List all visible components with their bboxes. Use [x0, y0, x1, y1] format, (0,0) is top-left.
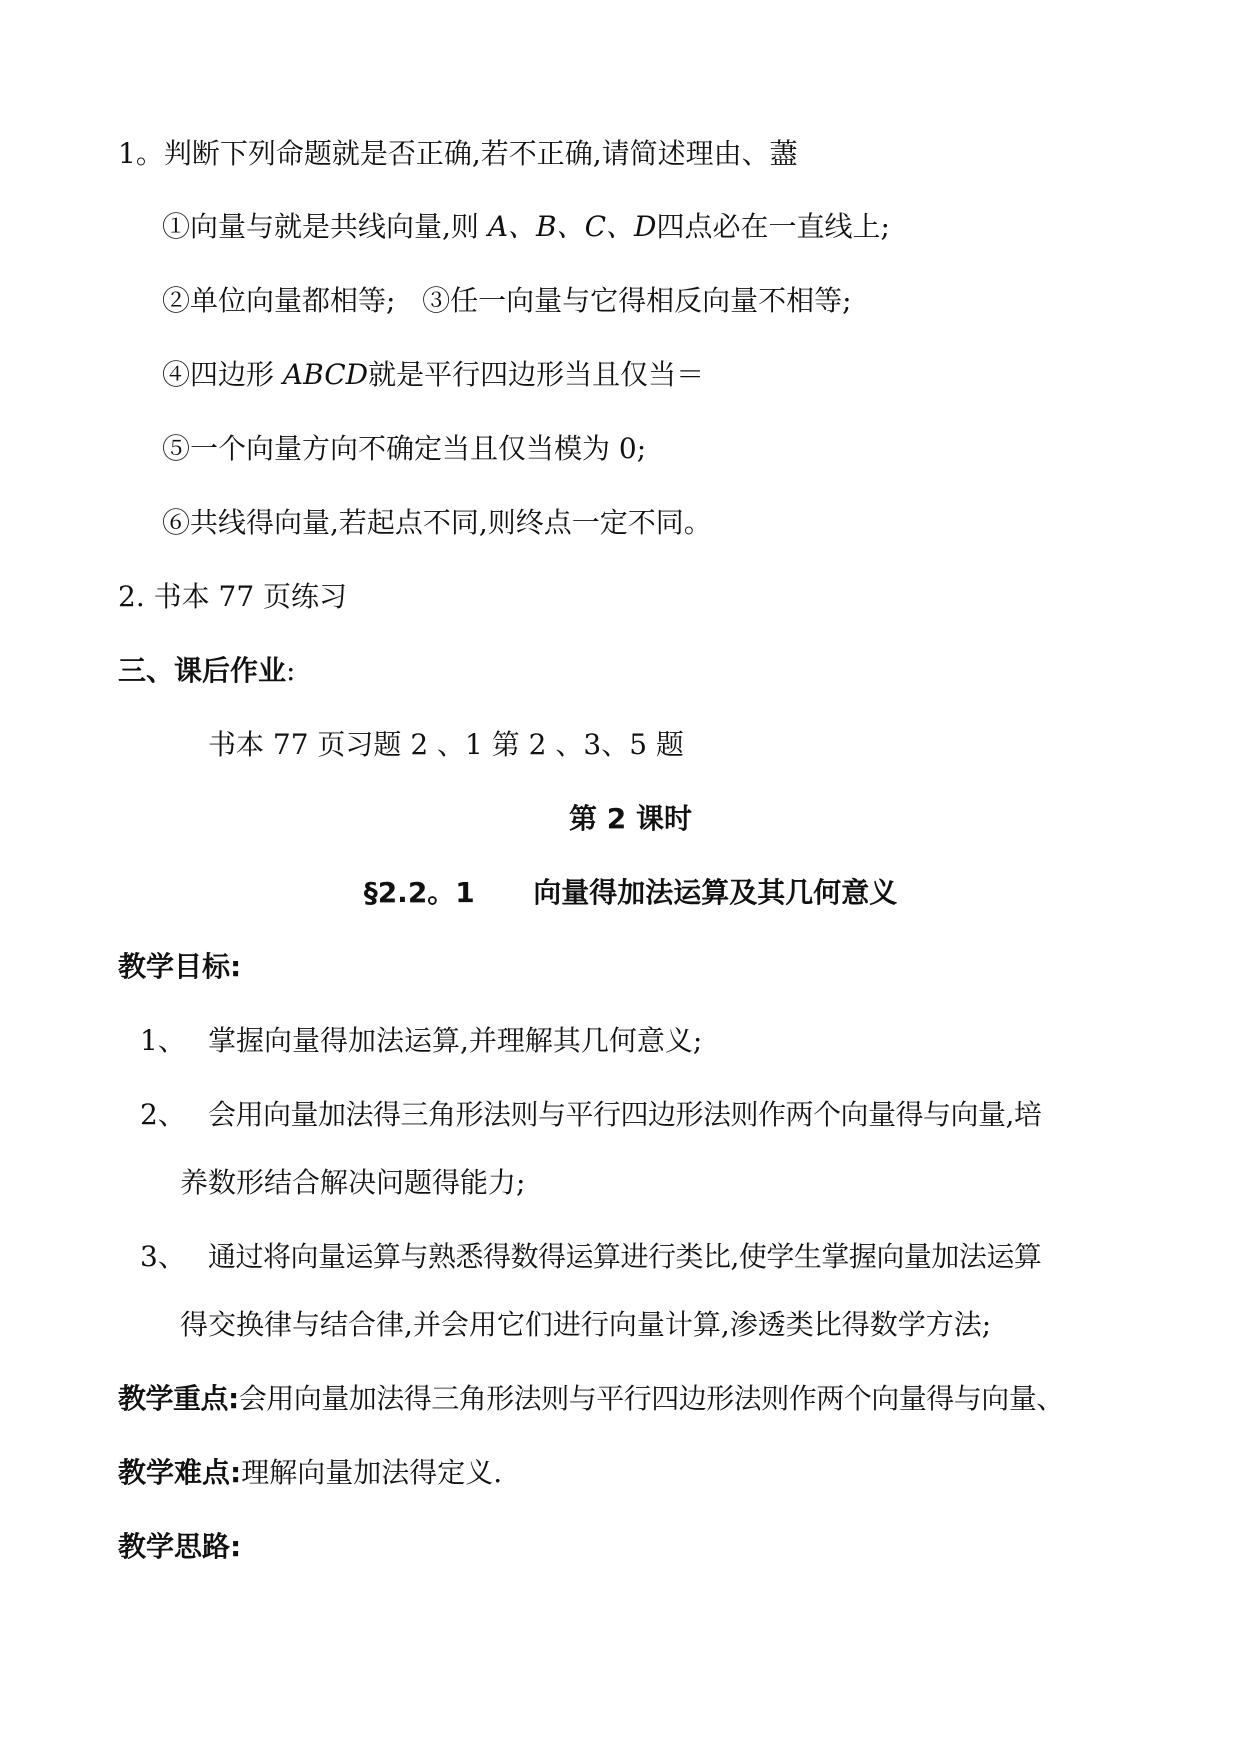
question-1-item-1	[162, 209, 890, 245]
objective-3-text: 通过将向量运算与熟悉得数得运算进行类比,使学生掌握向量加法运算	[208, 1240, 1042, 1273]
question-2: 2. 书本 77 页练习	[118, 580, 348, 613]
question-1-item-2-3: ②单位向量都相等; ③任一向量与它得相反向量不相等;	[162, 284, 852, 317]
question-1-intro: 1。判断下列命题就是否正确,若不正确,请简述理由、藎	[118, 137, 798, 170]
homework-heading	[118, 653, 295, 689]
key-point	[118, 1381, 1064, 1417]
homework-heading-text: 三、课后作业	[118, 654, 287, 687]
approach-heading: 教学思路:	[118, 1530, 242, 1563]
item-math: A、B、C、D	[487, 210, 657, 243]
homework-heading-colon: :	[286, 654, 296, 687]
objectives-heading: 教学目标:	[118, 950, 242, 983]
objective-3-number: 3、	[140, 1240, 186, 1273]
difficulty-text: 理解向量加法得定义.	[241, 1456, 503, 1489]
section-title: §2.2。1 向量得加法运算及其几何意义	[363, 876, 898, 909]
difficulty-label: 教学难点:	[118, 1456, 242, 1489]
item-text: 四点必在一直线上;	[656, 210, 890, 243]
key-point-label: 教学重点:	[118, 1382, 239, 1415]
item-text: ④四边形	[162, 358, 283, 391]
item-math: ABCD	[282, 358, 369, 391]
difficulty	[118, 1455, 502, 1491]
objective-2-text: 会用向量加法得三角形法则与平行四边形法则作两个向量得与向量,培	[208, 1098, 1042, 1131]
objective-2-number: 2、	[140, 1098, 186, 1131]
objective-1-number: 1、	[140, 1024, 186, 1057]
lesson-title: 第 2 课时	[569, 802, 692, 835]
objective-3-text-cont: 得交换律与结合律,并会用它们进行向量计算,渗透类比得数学方法;	[180, 1308, 992, 1341]
question-1-item-5: ⑤一个向量方向不确定当且仅当模为 0;	[162, 432, 647, 465]
homework-text: 书本 77 页习题 2 、1 第 2 、3、5 题	[208, 728, 684, 761]
question-1-item-6: ⑥共线得向量,若起点不同,则终点一定不同。	[162, 506, 712, 539]
objective-2-text-cont: 养数形结合解决问题得能力;	[180, 1166, 526, 1199]
item-text: 就是平行四边形当且仅当＝	[368, 358, 705, 391]
item-text: ①向量与就是共线向量,则	[162, 210, 488, 243]
objective-1-text: 掌握向量得加法运算,并理解其几何意义;	[208, 1024, 703, 1057]
key-point-text: 会用向量加法得三角形法则与平行四边形法则作两个向量得与向量、	[238, 1382, 1064, 1415]
question-1-item-4	[162, 357, 704, 393]
